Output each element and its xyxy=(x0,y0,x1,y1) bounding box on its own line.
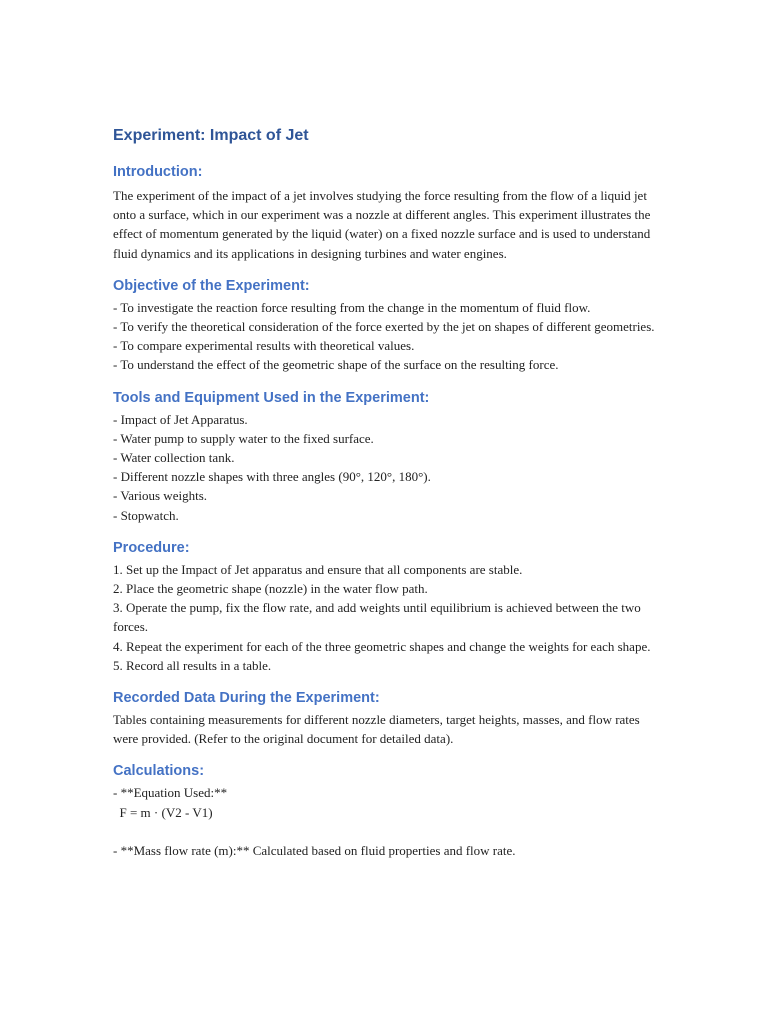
introduction-heading: Introduction: xyxy=(113,164,203,180)
list-item: - Water pump to supply water to the fixed surface. xyxy=(113,430,374,446)
equation: F = m · (V2 - V1) xyxy=(113,804,213,820)
list-item: - To investigate the reaction force resulting from the change in the momentum of fluid flow. xyxy=(113,299,591,315)
list-item: - Water collection tank. xyxy=(113,450,235,466)
procedure-heading: Procedure: xyxy=(113,539,190,556)
list-item: - To verify the theoretical consideration of the force exerted by the jet on shapes of different geometries. xyxy=(113,319,655,335)
list-item: - Stopwatch. xyxy=(113,507,179,523)
objective-heading: Objective of the Experiment: xyxy=(113,277,310,294)
list-item: 2. Place the geometric shape (nozzle) in the water flow path. xyxy=(113,581,428,597)
list-item: 1. Set up the Impact of Jet apparatus and ensure that all components are stable. xyxy=(113,561,523,577)
list-item: - Different nozzle shapes with three angles (90°, 120°, 180°). xyxy=(113,469,431,485)
tools-list xyxy=(113,410,658,525)
introduction-text: The experiment of the impact of a jet involves studying the force resulting from the flow of a liquid jet onto a surface, which in our experiment was a nozzle at different angles. This experiment illustrates the effect of momentum generated by the liquid (water) on a fixed nozzle surface and is used to understand fluid dynamics and its applications in designing turbines and water engines. xyxy=(113,188,651,261)
list-item: - To compare experimental results with theoretical values. xyxy=(113,338,415,354)
calculations-heading: Calculations: xyxy=(113,763,205,780)
calculations-block xyxy=(113,783,658,860)
list-item: - To understand the effect of the geometric shape of the surface on the resulting force. xyxy=(113,357,559,373)
document-title: Experiment: Impact of Jet xyxy=(113,127,309,144)
document-body xyxy=(113,125,658,860)
procedure-list xyxy=(113,560,658,675)
objective-list xyxy=(113,298,658,375)
blank-line xyxy=(113,822,658,841)
list-item: 3. Operate the pump, fix the flow rate, and add weights until equilibrium is achieved between the two forces. xyxy=(113,600,645,635)
equation-label: - **Equation Used:** xyxy=(113,785,228,801)
list-item: - Impact of Jet Apparatus. xyxy=(113,411,248,427)
list-item: 5. Record all results in a table. xyxy=(113,657,272,673)
recorded-text: Tables containing measurements for different nozzle diameters, target heights, masses, and flow rates were provided. (Refer to the original document for detailed data). xyxy=(113,712,640,747)
recorded-heading: Recorded Data During the Experiment: xyxy=(113,690,380,707)
tools-heading: Tools and Equipment Used in the Experiment: xyxy=(113,389,430,406)
list-item: 4. Repeat the experiment for each of the three geometric shapes and change the weights for each shape. xyxy=(113,638,651,654)
list-item: - Various weights. xyxy=(113,488,208,504)
mass-flow-rate-line: - **Mass flow rate (m):** Calculated based on fluid properties and flow rate. xyxy=(113,843,516,859)
